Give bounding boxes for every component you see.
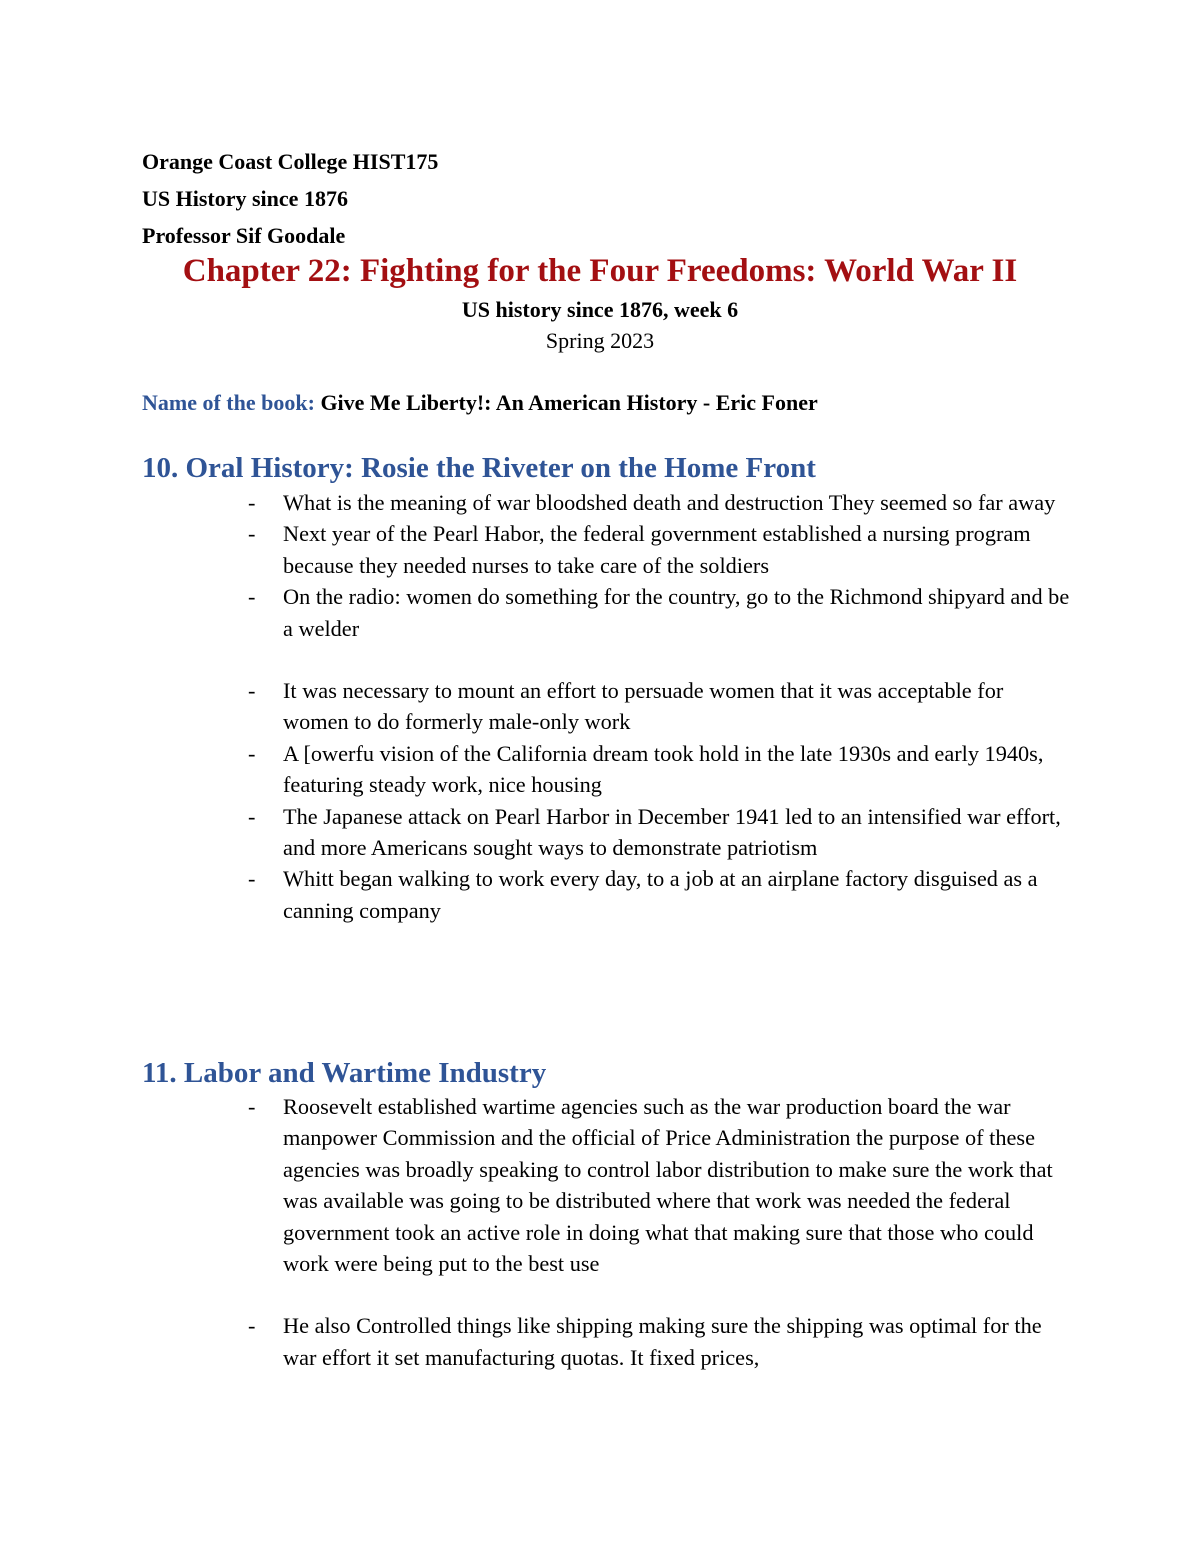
list-item xyxy=(0,675,1073,738)
week-subtitle: US history since 1876, week 6 xyxy=(461,297,739,322)
bullet-dash: - xyxy=(248,584,256,610)
list-item xyxy=(0,863,1073,926)
section-heading-labor: 11. Labor and Wartime Industry xyxy=(142,1057,547,1089)
list-item xyxy=(0,1091,1073,1279)
list-item-text: A [owerfu vision of the California dream took hold in the late 1930s and early 1940s, featuring steady work, nice housing xyxy=(283,740,1044,798)
chapter-title: Chapter 22: Fighting for the Four Freedoms: World War II xyxy=(182,253,1018,289)
list-item xyxy=(0,487,1073,518)
bullet-dash: - xyxy=(248,678,256,704)
bullet-dash: - xyxy=(248,490,256,515)
list-item-text: He also Controlled things like shipping making sure the shipping was optimal for the war effort it set manufacturing quotas. It fixed prices, xyxy=(283,1313,1042,1370)
list-spacer xyxy=(0,1279,1073,1310)
section-labor-list xyxy=(0,1091,1200,1373)
book-title: Give Me Liberty!: An American History - Eric Foner xyxy=(320,390,818,415)
list-item xyxy=(0,581,1073,644)
list-item xyxy=(0,1310,1073,1373)
list-item-text: It was necessary to mount an effort to persuade women that it was acceptable for women to do formerly male-only work xyxy=(283,678,1004,735)
list-spacer xyxy=(0,644,1073,675)
bullet-dash: - xyxy=(248,803,256,829)
list-item-text: The Japanese attack on Pearl Harbor in December 1941 led to an intensified war effort, and more Americans sought ways to demonstrate patriotism xyxy=(283,803,1061,861)
bullet-dash: - xyxy=(248,740,256,766)
course-header xyxy=(142,143,438,254)
list-item xyxy=(0,738,1073,801)
list-item-text: Next year of the Pearl Habor, the federal government established a nursing program because they needed nurses to take care of the soldiers xyxy=(283,521,1031,578)
book-line xyxy=(142,389,818,417)
bullet-dash: - xyxy=(248,1094,256,1119)
course-name: Orange Coast College HIST175 xyxy=(142,149,439,174)
list-item-text: Whitt began walking to work every day, to a job at an airplane factory disguised as a canning company xyxy=(283,866,1038,923)
term-label: Spring 2023 xyxy=(545,328,655,353)
list-item xyxy=(0,518,1073,581)
list-item xyxy=(0,801,1073,864)
section-heading-oral-history: 10. Oral History: Rosie the Riveter on the Home Front xyxy=(142,452,816,484)
professor-name: Professor Sif Goodale xyxy=(142,223,346,248)
bullet-dash: - xyxy=(248,521,256,547)
book-label: Name of the book: xyxy=(142,390,315,415)
section-oral-history-list xyxy=(0,487,1200,926)
list-item-text: On the radio: women do something for the country, go to the Richmond shipyard and be a welder xyxy=(283,584,1070,641)
bullet-dash: - xyxy=(248,866,256,892)
course-subtitle: US History since 1876 xyxy=(142,186,348,211)
bullet-dash: - xyxy=(248,1313,256,1339)
list-item-text: Roosevelt established wartime agencies such as the war production board the war manpower Commission and the official of Price Administration the purpose of these agencies was broadly speaking to control labor distribution to make sure the work that was available was going to be distributed where that work was needed the federal government took an active role in doing what that making sure that those who could work were being put to the best use xyxy=(283,1094,1053,1277)
list-item-text: What is the meaning of war bloodshed death and destruction They seemed so far away xyxy=(283,490,1056,515)
